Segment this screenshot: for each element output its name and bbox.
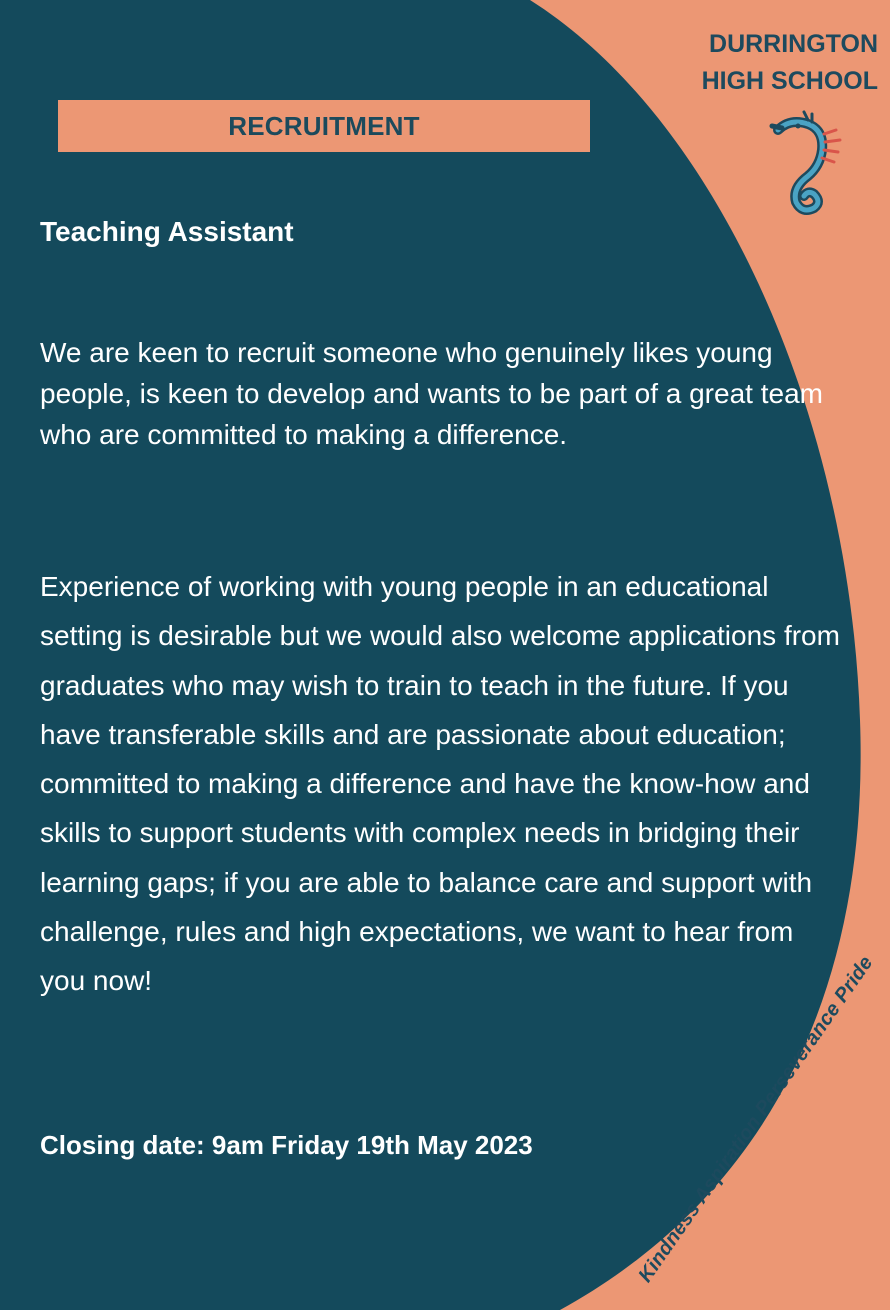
- requirements-paragraph: Experience of working with young people in an educational setting is desirable but we would also welcome applications from graduates who may wish to train to teach in the future. If you have transferable skills and are passionate about education; committed to making a difference and have the know-how and skills to support students with complex needs in bridging their learning gaps; if you are able to balance care and support with challenge, rules and high expectations, we want to hear from you now!: [40, 571, 840, 997]
- seahorse-icon: [768, 104, 848, 216]
- school-name-line2: HIGH SCHOOL: [701, 67, 878, 95]
- recruitment-banner: RECRUITMENT: [58, 100, 590, 152]
- school-motto: Kindness Aspiration Perseverance Pride: [634, 952, 878, 1287]
- school-name: [678, 26, 878, 100]
- job-title: Teaching Assistant: [40, 216, 294, 247]
- closing-date: Closing date: 9am Friday 19th May 2023: [40, 1130, 533, 1160]
- intro-paragraph: We are keen to recruit someone who genuinely likes young people, is keen to develop and wants to be part of a great team who are committed to making a difference.: [40, 337, 823, 450]
- school-name-line1: DURRINGTON: [709, 30, 878, 58]
